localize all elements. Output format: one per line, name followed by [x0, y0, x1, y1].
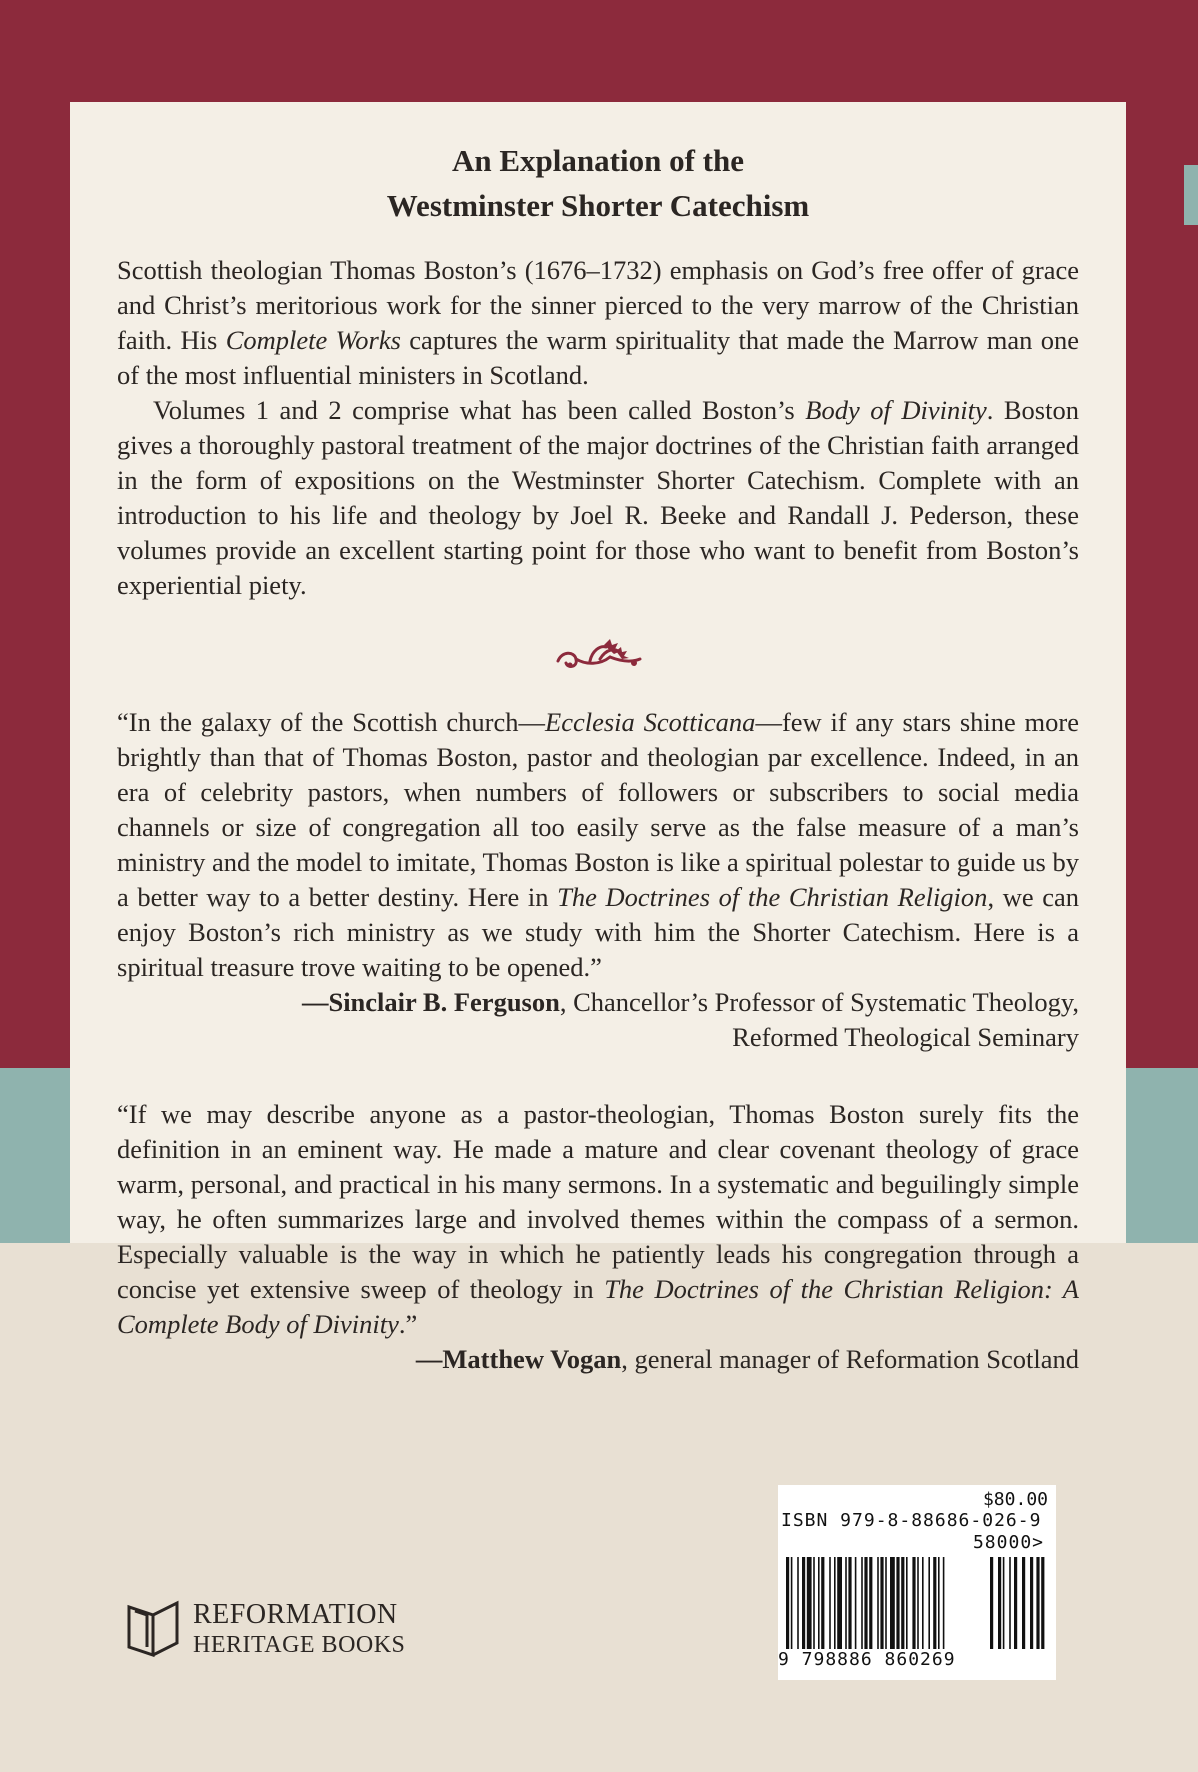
text-panel — [70, 102, 1126, 1374]
quote1-book-title: The Doctrines of the Christian Religion — [557, 882, 988, 912]
ferguson-role-2: Reformed Theological Seminary — [732, 1022, 1079, 1052]
addon-bar — [1036, 1557, 1039, 1649]
addon-bar — [1022, 1557, 1025, 1649]
barcode-bar — [807, 1557, 812, 1649]
p1-title-complete-works: Complete Works — [225, 325, 401, 355]
heading-line-2: Westminster Shorter Catechism — [386, 188, 810, 223]
p1-text-b: captures the warm spirituality that made the Marrow man one of the most influential ministers in Scotland. — [117, 325, 1080, 390]
quote1-text-b: —few if any stars shine more brightly than that of Thomas Boston, pastor and theologian par excellence. Indeed, in an era of celebrity pastors, when numbers of followers or subscribers to social media channels or size of congregation all too easily serve as the false measure of a man’s ministry and the model to imitate, Thomas Boston is like a spiritual polestar to guide us by a better way to a better destiny. Here in — [117, 707, 1080, 912]
description-paragraph-2 — [117, 393, 1079, 603]
barcode-bar — [885, 1557, 887, 1649]
barcode-bar — [797, 1557, 799, 1649]
quote1-ecclesia: Ecclesia Scotticana — [545, 707, 756, 737]
addon-bar — [1014, 1557, 1017, 1649]
vogan-role: , general manager of Reformation Scotland — [621, 1344, 1079, 1374]
barcode-bar — [829, 1557, 831, 1649]
barcode-bar — [837, 1557, 842, 1649]
barcode-bar — [821, 1557, 824, 1649]
barcode-label — [778, 1485, 1056, 1680]
barcode-bar — [896, 1557, 899, 1649]
barcode-bar — [802, 1557, 805, 1649]
publisher-line-2: HERITAGE BOOKS — [193, 1632, 406, 1658]
addon-bar — [990, 1557, 993, 1649]
teal-stripe-right — [1122, 1068, 1198, 1243]
addon-bar — [998, 1557, 1001, 1649]
barcode-bar — [943, 1557, 945, 1649]
barcode-bar — [922, 1557, 924, 1649]
publisher-line-1: REFORMATION — [193, 1599, 398, 1630]
barcode-bar — [848, 1557, 851, 1649]
quote-vogan — [117, 1097, 1079, 1342]
barcode-number: 9 798886 860269 — [778, 1649, 956, 1670]
barcode-bar — [933, 1557, 936, 1649]
barcode-bar — [813, 1557, 815, 1649]
addon-bar — [1030, 1557, 1033, 1649]
price: $80.00 — [982, 1489, 1048, 1510]
addon-bar — [1003, 1557, 1005, 1649]
quote1-text-c: , we can enjoy Boston’s rich ministry as we study with him the Shorter Catechism. Here is a spiritual treasure trove waiting to be opened.” — [117, 882, 1079, 982]
barcode-bar — [877, 1557, 879, 1649]
barcode-bar — [917, 1557, 919, 1649]
price-addon-code: 58000> — [972, 1532, 1044, 1553]
heading-line-1: An Explanation of the — [452, 143, 744, 178]
vogan-name: —Matthew Vogan — [415, 1344, 622, 1374]
ornament-icon — [117, 637, 1079, 677]
quote2-text-a: “If we may describe anyone as a pastor-theologian, Thomas Boston surely fits the definition in an eminent way. He made a mature and clear covenant theology of grace warm, personal, and practical in his many sermons. In a systematic and beguilingly simple way, he often summarizes large and involved themes within the compass of a sermon. Especially valuable is the way in which he patiently leads his congregation through a concise yet extensive sweep of theology in — [117, 1099, 1079, 1304]
barcode-bar — [786, 1557, 789, 1649]
barcode-bar — [880, 1557, 883, 1649]
ferguson-role-1: , Chancellor’s Professor of Systematic Theology, — [559, 987, 1079, 1017]
barcode-bars — [784, 1557, 1050, 1649]
barcode-bar — [861, 1557, 863, 1649]
isbn: ISBN 979-8-88686-026-9 — [781, 1510, 1042, 1531]
teal-stripe-left — [0, 1068, 70, 1243]
addon-bar — [1041, 1557, 1044, 1649]
barcode-bar — [845, 1557, 847, 1649]
barcode-bar — [938, 1557, 940, 1649]
quote-ferguson — [117, 705, 1079, 985]
ferguson-name: —Sinclair B. Ferguson — [301, 987, 560, 1017]
barcode-bar — [928, 1557, 930, 1649]
barcode-bar — [855, 1557, 857, 1649]
barcode-bar — [912, 1557, 915, 1649]
p2-title-body-of-divinity: Body of Divinity — [805, 395, 987, 425]
description-paragraph-1 — [117, 253, 1079, 393]
p1-text-a: Scottish theologian Thomas Boston’s (1676–1732) emphasis on God’s free offer of grace and Christ’s meritorious work for the sinner pierced to the very marrow of the Christian faith. His — [117, 255, 1079, 355]
heading — [117, 138, 1079, 228]
publisher-name — [193, 1600, 405, 1660]
barcode-bar — [901, 1557, 904, 1649]
p2-text-b: . Boston gives a thoroughly pastoral treatment of the major doctrines of the Christian faith arranged in the form of expositions on the Westminster Shorter Catechism. Complete with an introduction to his life and theology by Joel R. Beeke and Randall J. Pederson, these volumes provide an excellent starting point for those who want to benefit from Boston’s experiential piety. — [117, 395, 1079, 600]
barcode-bar — [906, 1557, 908, 1649]
barcode-bar — [791, 1557, 793, 1649]
open-book-icon — [125, 1597, 187, 1664]
quote1-text-a: “In the galaxy of the Scottish church— — [117, 707, 546, 737]
barcode-bar — [890, 1557, 895, 1649]
barcode-bar — [834, 1557, 836, 1649]
p2-text-a: Volumes 1 and 2 comprise what has been called Boston’s — [153, 395, 806, 425]
publisher-logo — [125, 1594, 405, 1666]
quote2-text-b: .” — [398, 1309, 418, 1339]
quote2-book-title: The Doctrines of the Christian Religion: A Complete Body of Divinity — [117, 1274, 1079, 1339]
attribution-ferguson — [117, 985, 1079, 1055]
barcode-bar — [818, 1557, 820, 1649]
teal-accent-tab — [1184, 165, 1198, 225]
barcode-bar — [864, 1557, 867, 1649]
barcode-bar — [869, 1557, 872, 1649]
addon-bar — [1009, 1557, 1011, 1649]
attribution-vogan — [117, 1342, 1079, 1377]
